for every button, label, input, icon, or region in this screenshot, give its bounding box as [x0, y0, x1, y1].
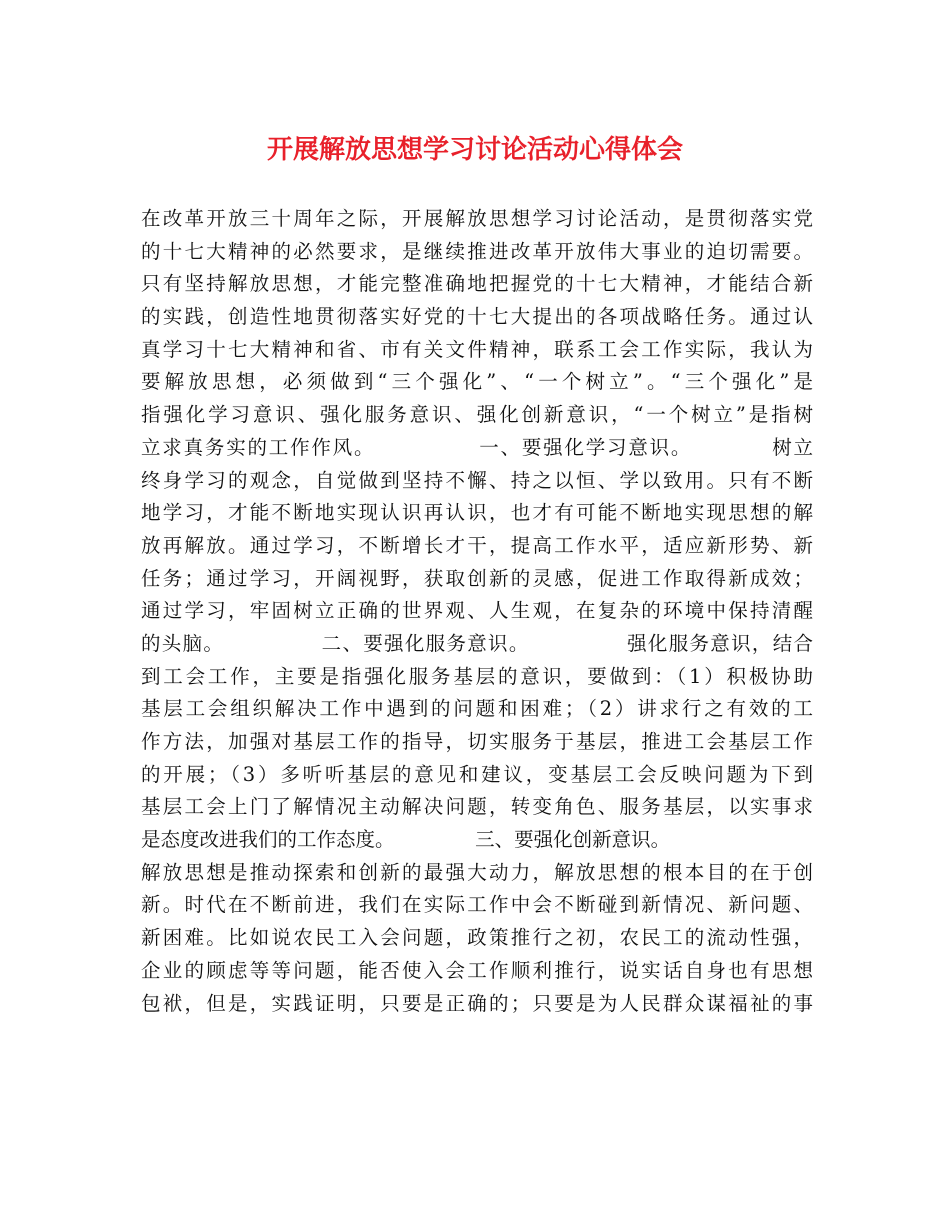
body-line: 的头脑。 二、要强化服务意识。 强化服务意识，结合	[141, 631, 813, 655]
body-line: 包袱，但是，实践证明，只要是正确的；只要是为人民群众谋福祉的事	[141, 991, 813, 1015]
body-line: 地学习，才能不断地实现认识再认识，也才有可能不断地实现思想的解	[141, 501, 813, 525]
body-line: 是态度改进我们的工作态度。 三、要强化创新意识。	[141, 828, 671, 852]
document-body	[141, 203, 813, 1020]
body-line: 新。时代在不断前进，我们在实际工作中会不断碰到新情况、新问题、	[141, 893, 813, 917]
body-line: 基层工会组织解决工作中遇到的问题和困难；（2）讲求行之有效的工	[141, 697, 813, 721]
body-line: 到工会工作，主要是指强化服务基层的意识，要做到：（1）积极协助	[141, 664, 813, 688]
body-line: 要解放思想，必须做到“三个强化”、“一个树立”。“三个强化”是	[141, 370, 813, 394]
body-line: 通过学习，牢固树立正确的世界观、人生观，在复杂的环境中保持清醒	[141, 599, 813, 623]
body-line: 新困难。比如说农民工入会问题，政策推行之初，农民工的流动性强，	[141, 926, 813, 950]
body-line: 的实践，创造性地贯彻落实好党的十七大提出的各项战略任务。通过认	[141, 305, 813, 329]
body-line: 指强化学习意识、强化服务意识、强化创新意识，“一个树立”是指树	[141, 403, 813, 427]
body-line: 基层工会上门了解情况主动解决问题，转变角色、服务基层，以实事求	[141, 795, 813, 819]
document-title: 开展解放思想学习讨论活动心得体会	[266, 135, 683, 165]
body-line: 解放思想是推动探索和创新的最强大动力，解放思想的根本目的在于创	[141, 860, 813, 884]
body-line: 真学习十七大精神和省、市有关文件精神，联系工会工作实际，我认为	[141, 337, 813, 361]
body-line: 立求真务实的工作作风。 一、要强化学习意识。 树立	[141, 435, 813, 459]
body-line: 的开展；（3）多听听基层的意见和建议，变基层工会反映问题为下到	[141, 762, 813, 786]
body-line: 只有坚持解放思想，才能完整准确地把握党的十七大精神，才能结合新	[141, 272, 813, 296]
body-line: 放再解放。通过学习，不断增长才干，提高工作水平，适应新形势、新	[141, 533, 813, 557]
body-line: 终身学习的观念，自觉做到坚持不懈、持之以恒、学以致用。只有不断	[141, 468, 813, 492]
body-line: 作方法，加强对基层工作的指导，切实服务于基层，推进工会基层工作	[141, 730, 813, 753]
body-line: 任务；通过学习，开阔视野，获取创新的灵感，促进工作取得新成效；	[141, 566, 813, 590]
body-line: 在改革开放三十周年之际，开展解放思想学习讨论活动，是贯彻落实党	[141, 207, 813, 230]
body-line: 企业的顾虑等等问题，能否使入会工作顺利推行，说实话自身也有思想	[141, 958, 813, 982]
body-line: 的十七大精神的必然要求，是继续推进改革开放伟大事业的迫切需要。	[141, 239, 813, 263]
